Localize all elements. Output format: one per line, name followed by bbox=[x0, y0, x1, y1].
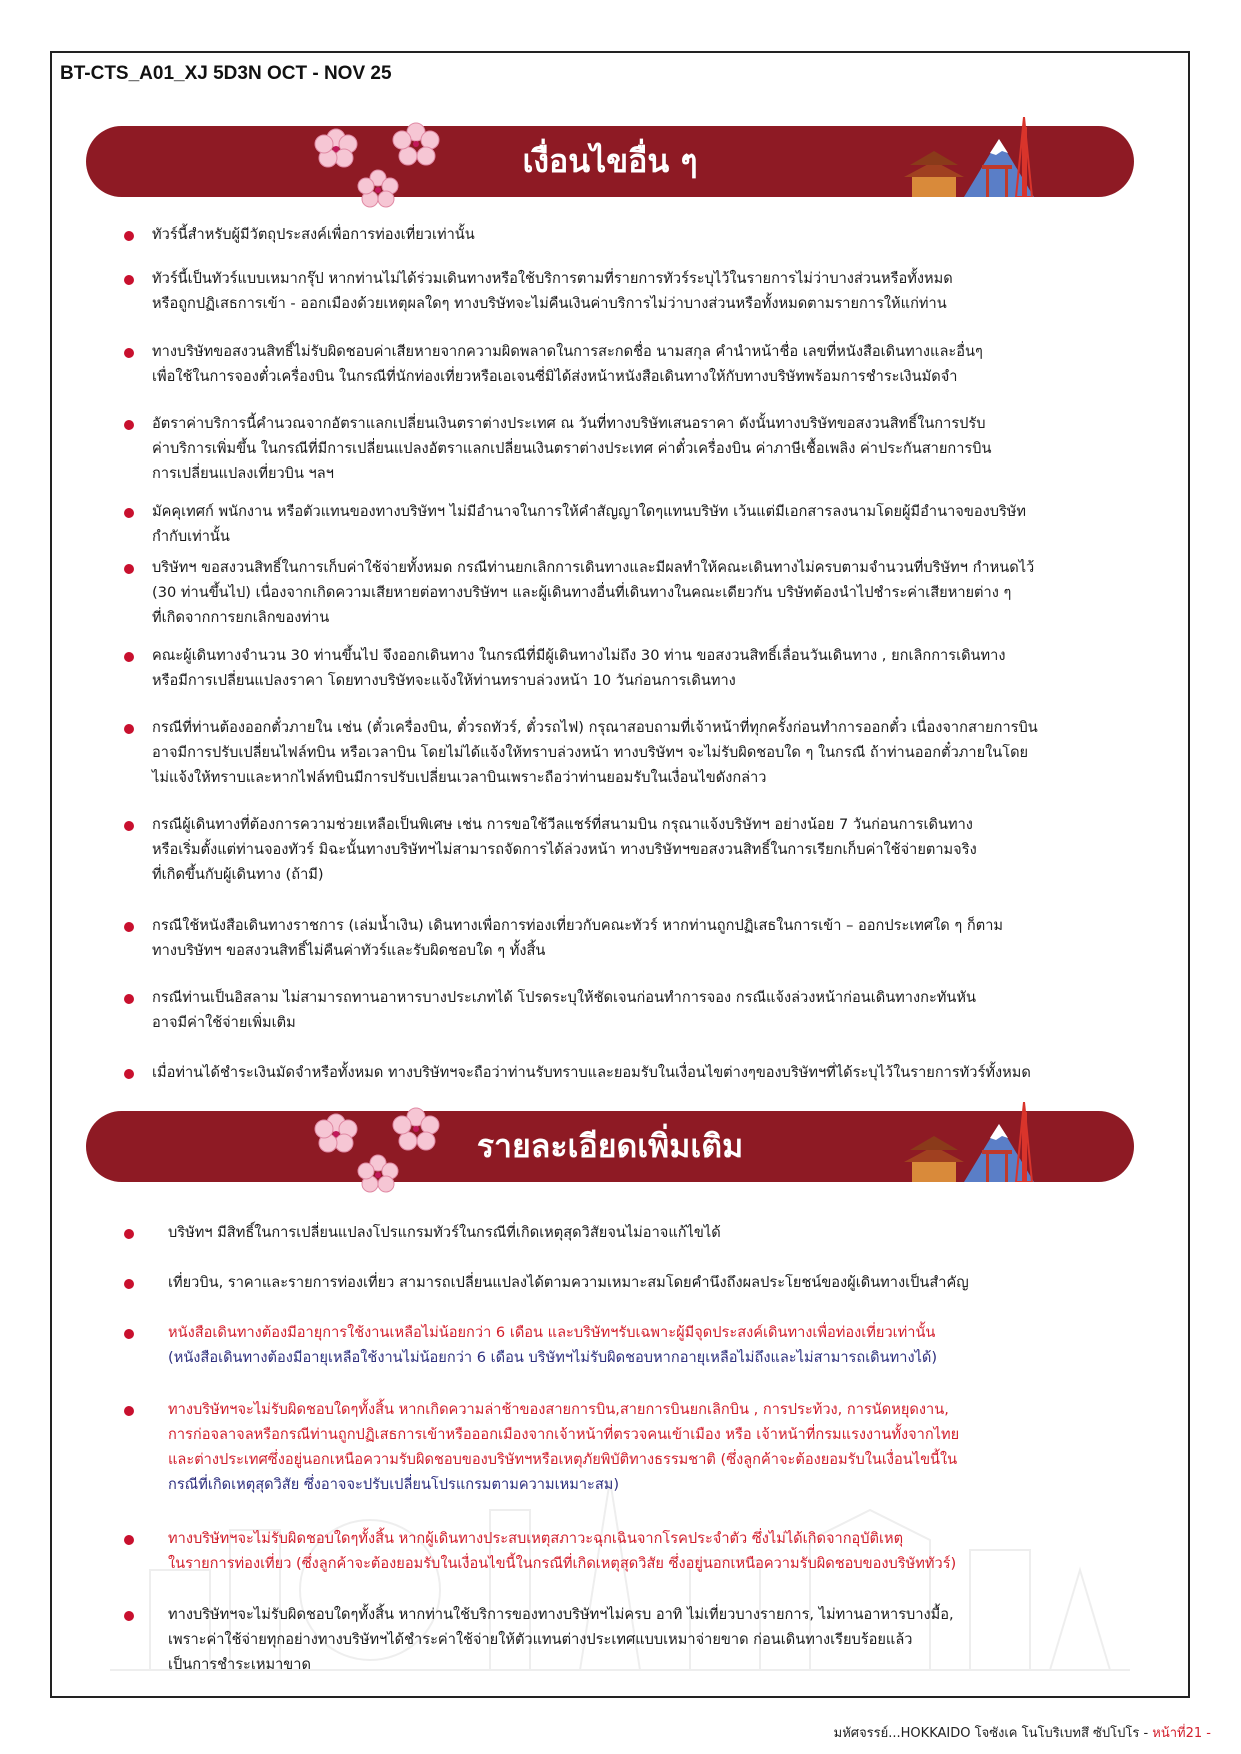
list-item-line: ทางบริษัทฯจะไม่รับผิดชอบใดๆทั้งสิ้น หากเกิดความล่าช้าของสายการบิน,สายการบินยกเลิกบิน , การประท้วง, การนัดหยุดงาน, bbox=[168, 1401, 949, 1418]
list-item-line: การเปลี่ยนแปลงเที่ยวบิน ฯลฯ bbox=[152, 465, 334, 482]
page-footer bbox=[834, 1722, 1211, 1743]
list-item-line: ทางบริษัทฯจะไม่รับผิดชอบใดๆทั้งสิ้น หากผู้เดินทางประสบเหตุสภาวะฉุกเฉินจากโรคประจำตัว ซึ่งไม่ได้เกิดจากอุบัติเหตุ bbox=[168, 1530, 904, 1547]
list-item-line: กรณีผู้เดินทางที่ต้องการความช่วยเหลือเป็นพิเศษ เช่น การขอใช้วีลแชร์ที่สนามบิน กรุณาแจ้งบริษัทฯ อย่างน้อย 7 วันก่อนการเดินทาง bbox=[152, 816, 973, 833]
bullet-icon bbox=[124, 1406, 134, 1416]
list-item-line: เป็นการชำระเหมาขาด bbox=[168, 1656, 311, 1673]
list-item-line: ไม่แจ้งให้ทราบและหากไฟล์ทบินมีการปรับเปลี่ยนเวลาบินเพราะถือว่าท่านยอมรับในเงื่อนไขดังกล่าว bbox=[152, 769, 767, 786]
list-item-line: บริษัทฯ ขอสงวนสิทธิ์ในการเก็บค่าใช้จ่ายทั้งหมด กรณีท่านยกเลิกการเดินทางและมีผลทำให้คณะเดินทางไม่ครบตามจำนวนที่บริษัทฯ กำหนดไว้ bbox=[152, 559, 1035, 576]
list-item-line: และต่างประเทศซึ่งอยู่นอกเหนือความรับผิดชอบของบริษัทฯหรือเหตุภัยพิบัติทางธรรมชาติ (ซึ่งลูกค้าจะต้องยอมรับในเงื่อนไขนี้ใน bbox=[168, 1451, 958, 1468]
bullet-icon bbox=[124, 1535, 134, 1545]
bullet-icon bbox=[124, 564, 134, 574]
bullet-icon bbox=[124, 1069, 134, 1079]
section-banner-details bbox=[86, 1111, 1134, 1182]
bullet-icon bbox=[124, 1229, 134, 1239]
document-code: BT-CTS_A01_XJ 5D3N OCT - NOV 25 bbox=[60, 63, 392, 84]
list-item-line: คณะผู้เดินทางจำนวน 30 ท่านขึ้นไป จึงออกเดินทาง ในกรณีที่มีผู้เดินทางไม่ถึง 30 ท่าน ขอสงวนสิทธิ์เลื่อนวันเดินทาง , ยกเลิกการเดินทาง bbox=[152, 647, 1006, 664]
bullet-icon bbox=[124, 1329, 134, 1339]
list-item-line: เพื่อใช้ในการจองตั๋วเครื่องบิน ในกรณีที่นักท่องเที่ยวหรือเอเจนซี่มิได้ส่งหน้าหนังสือเดินทางให้กับทางบริษัทพร้อมการชำระเงินมัดจำ bbox=[152, 368, 958, 385]
list-item-line: อัตราค่าบริการนี้คำนวณจากอัตราแลกเปลี่ยนเงินตราต่างประเทศ ณ วันที่ทางบริษัทเสนอราคา ดังนั้นทางบริษัทขอสงวนสิทธิ์ในการปรับ bbox=[152, 415, 986, 432]
list-item-line: หรือเริ่มตั้งแต่ท่านจองทัวร์ มิฉะนั้นทางบริษัทฯไม่สามารถจัดการได้ล่วงหน้า ทางบริษัทฯขอสงวนสิทธิ์ในการเรียกเก็บค่าใช้จ่ายตามจริง bbox=[152, 841, 977, 858]
bullet-icon bbox=[124, 1611, 134, 1621]
list-item-line: ในรายการท่องเที่ยว (ซึ่งลูกค้าจะต้องยอมรับในเงื่อนไขนี้ในกรณีที่เกิดเหตุสุดวิสัย ซึ่งอยู่นอกเหนือความรับผิดชอบของบริษัททัวร์) bbox=[168, 1555, 957, 1572]
list-item-line: กรณีที่ท่านต้องออกตั๋วภายใน เช่น (ตั๋วเครื่องบิน, ตั๋วรถทัวร์, ตั๋วรถไฟ) กรุณาสอบถามที่เจ้าหน้าที่ทุกครั้งก่อนทำการออกตั๋ว เนื่องจากสายการบิน bbox=[152, 719, 1038, 736]
bullet-icon bbox=[124, 994, 134, 1004]
bullet-icon bbox=[124, 724, 134, 734]
list-item-line: มัคคุเทศก์ พนักงาน หรือตัวแทนของทางบริษัทฯ ไม่มีอำนาจในการให้คำสัญญาใดๆแทนบริษัท เว้นแต่มีเอกสารลงนามโดยผู้มีอำนาจของบริษัท bbox=[152, 503, 1027, 520]
list-item-line: หรือมีการเปลี่ยนแปลงราคา โดยทางบริษัทจะแจ้งให้ท่านทราบล่วงหน้า 10 วันก่อนการเดินทาง bbox=[152, 672, 736, 689]
list-item-line: กรณีที่เกิดเหตุสุดวิสัย ซึ่งอาจจะปรับเปลี่ยนโปรแกรมตามความเหมาะสม) bbox=[168, 1476, 620, 1493]
bullet-icon bbox=[124, 420, 134, 430]
bullet-icon bbox=[124, 275, 134, 285]
japan-landmarks-icon bbox=[904, 117, 1054, 197]
list-item-line: ที่เกิดขึ้นกับผู้เดินทาง (ถ้ามี) bbox=[152, 866, 324, 883]
section-title: เงื่อนไขอื่น ๆ bbox=[522, 142, 698, 180]
footer-text: มหัศจรรย์...HOKKAIDO โจซังเค โนโบริเบทสึ ซัปโปโร - bbox=[833, 1726, 1149, 1741]
list-item-line: ทางบริษัทขอสงวนสิทธิ์ไม่รับผิดชอบค่าเสียหายจากความผิดพลาดในการสะกดชื่อ นามสกุล คำนำหน้าชื่อ เลขที่หนังสือเดินทางและอื่นๆ bbox=[152, 343, 983, 360]
list-item-line: บริษัทฯ มีสิทธิ์ในการเปลี่ยนแปลงโปรแกรมทัวร์ในกรณีที่เกิดเหตุสุดวิสัยจนไม่อาจแก้ไขได้ bbox=[168, 1224, 721, 1241]
list-item-line: เมื่อท่านได้ชำระเงินมัดจำหรือทั้งหมด ทางบริษัทฯจะถือว่าท่านรับทราบและยอมรับในเงื่อนไขต่างๆของบริษัทฯที่ได้ระบุไว้ในรายการทัวร์ทั้งหมด bbox=[152, 1064, 1031, 1081]
list-item-line: เที่ยวบิน, ราคาและรายการท่องเที่ยว สามารถเปลี่ยนแปลงได้ตามความเหมาะสมโดยคำนึงถึงผลประโยชน์ของผู้เดินทางเป็นสำคัญ bbox=[168, 1274, 969, 1291]
list-item-line: (หนังสือเดินทางต้องมีอายุเหลือใช้งานไม่น้อยกว่า 6 เดือน บริษัทฯไม่รับผิดชอบหากอายุเหลือไม่ถึงและไม่สามารถเดินทางได้) bbox=[168, 1349, 938, 1366]
list-item-line: เพราะค่าใช้จ่ายทุกอย่างทางบริษัทฯได้ชำระค่าใช้จ่ายให้ตัวแทนต่างประเทศแบบเหมาจ่ายขาด ก่อนเดินทางเรียบร้อยแล้ว bbox=[168, 1631, 913, 1648]
list-item-line: การก่อจลาจลหรือกรณีท่านถูกปฏิเสธการเข้าหรือออกเมืองจากเจ้าหน้าที่ตรวจคนเข้าเมือง หรือ เจ้าหน้าที่กรมแรงงานทั้งจากไทย bbox=[168, 1426, 960, 1443]
list-item-line: หนังสือเดินทางต้องมีอายุการใช้งานเหลือไม่น้อยกว่า 6 เดือน และบริษัทฯรับเฉพาะผู้มีจุดประสงค์เดินทางเพื่อท่องเที่ยวเท่านั้น bbox=[168, 1324, 936, 1341]
list-item-line: ค่าบริการเพิ่มขึ้น ในกรณีที่มีการเปลี่ยนแปลงอัตราแลกเปลี่ยนเงินตราต่างประเทศ ค่าตั๋วเครื่องบิน ค่าภาษีเชื้อเพลิง ค่าประกันสายการบิน bbox=[152, 440, 992, 457]
bullet-icon bbox=[124, 1279, 134, 1289]
list-item-line: กำกับเท่านั้น bbox=[152, 528, 230, 545]
bullet-icon bbox=[124, 652, 134, 662]
bullet-icon bbox=[124, 348, 134, 358]
list-item-line: ที่เกิดจากการยกเลิกของท่าน bbox=[152, 609, 330, 626]
list-item-line: ทางบริษัทฯ ขอสงวนสิทธิ์ไม่คืนค่าทัวร์และรับผิดชอบใด ๆ ทั้งสิ้น bbox=[152, 942, 546, 959]
list-item-line: ทัวร์นี้สำหรับผู้มีวัตถุประสงค์เพื่อการท่องเที่ยวเท่านั้น bbox=[152, 226, 475, 243]
page-number: หน้าที่21 - bbox=[1152, 1726, 1211, 1741]
section-banner-conditions bbox=[86, 126, 1134, 197]
section-title: รายละเอียดเพิ่มเติม bbox=[476, 1127, 744, 1165]
bullet-icon bbox=[124, 922, 134, 932]
list-item-line: กรณีท่านเป็นอิสลาม ไม่สามารถทานอาหารบางประเภทได้ โปรดระบุให้ชัดเจนก่อนทำการจอง กรณีแจ้งล่วงหน้าก่อนเดินทางกะทันหัน bbox=[152, 989, 976, 1006]
list-item-line: อาจมีค่าใช้จ่ายเพิ่มเติม bbox=[152, 1014, 296, 1031]
japan-landmarks-icon bbox=[904, 1102, 1054, 1182]
bullet-icon bbox=[124, 821, 134, 831]
list-item-line: กรณีใช้หนังสือเดินทางราชการ (เล่มน้ำเงิน) เดินทางเพื่อการท่องเที่ยวกับคณะทัวร์ หากท่านถูกปฏิเสธในการเข้า – ออกประเทศใด ๆ ก็ตาม bbox=[152, 917, 1004, 934]
list-item-line: อาจมีการปรับเปลี่ยนไฟล์ทบิน หรือเวลาบิน โดยไม่ได้แจ้งให้ทราบล่วงหน้า ทางบริษัทฯ จะไม่รับผิดชอบใด ๆ ในกรณี ถ้าท่านออกตั๋วภายในโดย bbox=[152, 744, 1029, 761]
list-item-line: หรือถูกปฏิเสธการเข้า - ออกเมืองด้วยเหตุผลใดๆ ทางบริษัทจะไม่คืนเงินค่าบริการไม่ว่าบางส่วนหรือทั้งหมดตามรายการให้แก่ท่าน bbox=[152, 295, 947, 312]
list-item-line: ทัวร์นี้เป็นทัวร์แบบเหมากรุ๊ป หากท่านไม่ได้ร่วมเดินทางหรือใช้บริการตามที่รายการทัวร์ระบุไว้ในรายการไม่ว่าบางส่วนหรือทั้งหมด bbox=[152, 270, 953, 287]
bullet-icon bbox=[124, 508, 134, 518]
list-item-line: ทางบริษัทฯจะไม่รับผิดชอบใดๆทั้งสิ้น หากท่านใช้บริการของทางบริษัทฯไม่ครบ อาทิ ไม่เที่ยวบางรายการ, ไม่ทานอาหารบางมื้อ, bbox=[168, 1606, 954, 1623]
bullet-icon bbox=[124, 231, 134, 241]
list-item-line: (30 ท่านขึ้นไป) เนื่องจากเกิดความเสียหายต่อทางบริษัทฯ และผู้เดินทางอื่นที่เดินทางในคณะเดียวกัน บริษัทต้องนำไปชำระค่าเสียหายต่าง ๆ bbox=[152, 584, 1012, 601]
